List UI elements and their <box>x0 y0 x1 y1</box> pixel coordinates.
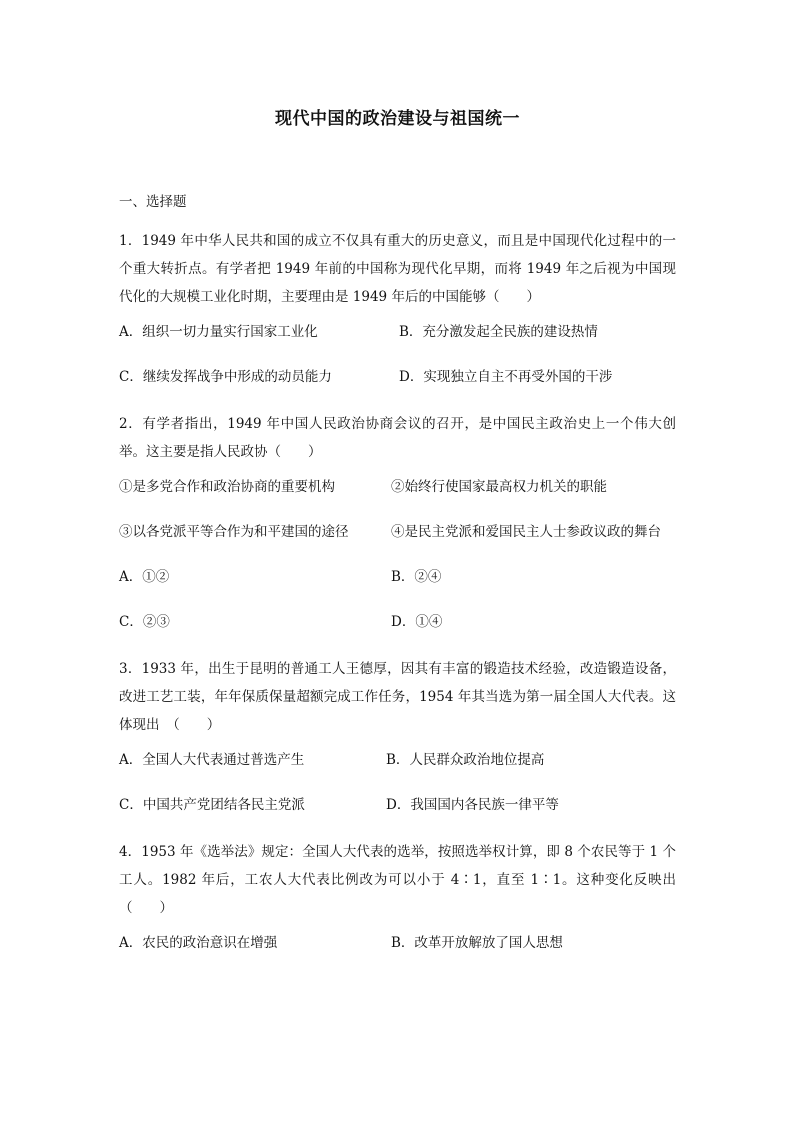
option-row <box>119 789 676 834</box>
question-3-options <box>119 744 676 834</box>
option-a[interactable]: A．全国人大代表通过普选产生 <box>119 752 305 768</box>
question-stem: 3．1933 年，出生于昆明的普通工人王德厚，因其有丰富的锻造技术经验，改造锻造设备，改进工艺工装，年年保质保量超额完成工作任务，1954 年其当选为第一届全国人大代表。这体现出 （ ） <box>119 661 676 733</box>
option-row <box>119 561 676 606</box>
option-b[interactable]: B．人民群众政治地位提高 <box>386 752 545 768</box>
question-1-options <box>119 316 676 406</box>
question-stem: 1．1949 年中华人民共和国的成立不仅具有重大的历史意义，而且是中国现代化过程中的一个重大转折点。有学者把 1949 年前的中国称为现代化早期，而将 1949 年之后视为中国现代化的大规模工业化时期，主要理由是 1949 年后的中国能够（ ） <box>119 233 676 305</box>
option-c[interactable]: C．继续发挥战争中形成的动员能力 <box>119 369 332 385</box>
statement-3: ③以各党派平等合作为和平建国的途径 <box>119 524 349 540</box>
question-4-options <box>119 927 676 972</box>
option-d[interactable]: D．①④ <box>391 614 443 630</box>
option-d[interactable]: D．我国国内各民族一律平等 <box>386 797 559 813</box>
question-stem: 2．有学者指出，1949 年中国人民政治协商会议的召开，是中国民主政治史上一个伟大创举。这主要是指人民政协（ ） <box>119 416 676 460</box>
option-a[interactable]: A．组织一切力量实行国家工业化 <box>119 324 318 340</box>
question-4 <box>119 838 676 922</box>
option-a[interactable]: A．农民的政治意识在增强 <box>119 935 278 951</box>
question-stem: 4．1953 年《选举法》规定：全国人大代表的选举，按照选举权计算，即 8 个农民等于 1 个工人。1982 年后，工农人大代表比例改为可以小于 4∶1，直至 1∶1。这种变化反映出（ ） <box>119 844 676 916</box>
question-2-statements <box>119 471 676 651</box>
option-b[interactable]: B．充分激发起全民族的建设热情 <box>399 324 598 340</box>
option-row <box>119 744 676 789</box>
statement-row <box>119 516 676 561</box>
option-d[interactable]: D．实现独立自主不再受外国的干涉 <box>399 369 613 385</box>
option-b[interactable]: B．改革开放解放了国人思想 <box>391 935 563 951</box>
option-row <box>119 316 676 361</box>
section-heading: 一、选择题 <box>119 194 187 210</box>
question-3 <box>119 655 676 739</box>
statement-1: ①是多党合作和政治协商的重要机构 <box>119 479 335 495</box>
option-c[interactable]: C．②③ <box>119 614 170 630</box>
page-title: 现代中国的政治建设与祖国统一 <box>275 109 520 129</box>
option-row <box>119 361 676 406</box>
option-a[interactable]: A．①② <box>119 569 170 585</box>
statement-4: ④是民主党派和爱国民主人士参政议政的舞台 <box>391 524 661 540</box>
option-c[interactable]: C．中国共产党团结各民主党派 <box>119 797 305 813</box>
option-row <box>119 606 676 651</box>
statement-2: ②始终行使国家最高权力机关的职能 <box>391 479 607 495</box>
question-1 <box>119 227 676 311</box>
option-b[interactable]: B．②④ <box>391 569 442 585</box>
question-2 <box>119 410 676 466</box>
statement-row <box>119 471 676 516</box>
option-row <box>119 927 676 972</box>
